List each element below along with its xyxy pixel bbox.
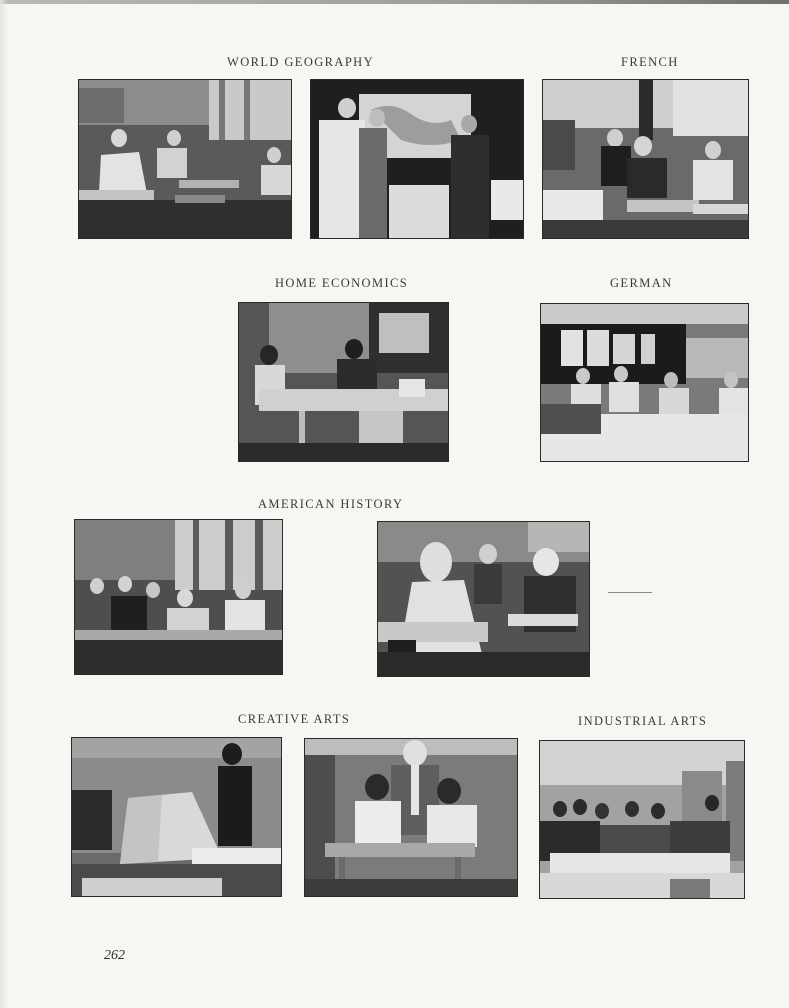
photo-french-class [543,80,748,238]
page-number: 262 [104,948,125,963]
caption-american-history: AMERICAN HISTORY [258,497,404,511]
photo-german-class [541,304,748,461]
photo-industrial-arts [540,741,744,898]
photo-world-geography-map [311,80,523,238]
photo-creative-arts-table [305,739,517,896]
caption-german: GERMAN [610,276,673,290]
page-left-shade [0,0,8,1008]
photo-creative-arts-sculpture [72,738,281,896]
photo-american-history-reading [378,522,589,676]
caption-creative-arts: CREATIVE ARTS [238,712,351,726]
caption-home-economics: HOME ECONOMICS [275,276,409,290]
page-top-edge [0,0,789,4]
photo-home-economics [239,303,448,461]
photo-world-geography-classroom [79,80,291,238]
caption-industrial-arts: INDUSTRIAL ARTS [578,714,708,728]
photo-american-history-classroom [75,520,282,674]
caption-french: FRENCH [621,55,679,69]
decorative-rule [608,592,652,593]
caption-world-geography: WORLD GEOGRAPHY [227,55,375,69]
